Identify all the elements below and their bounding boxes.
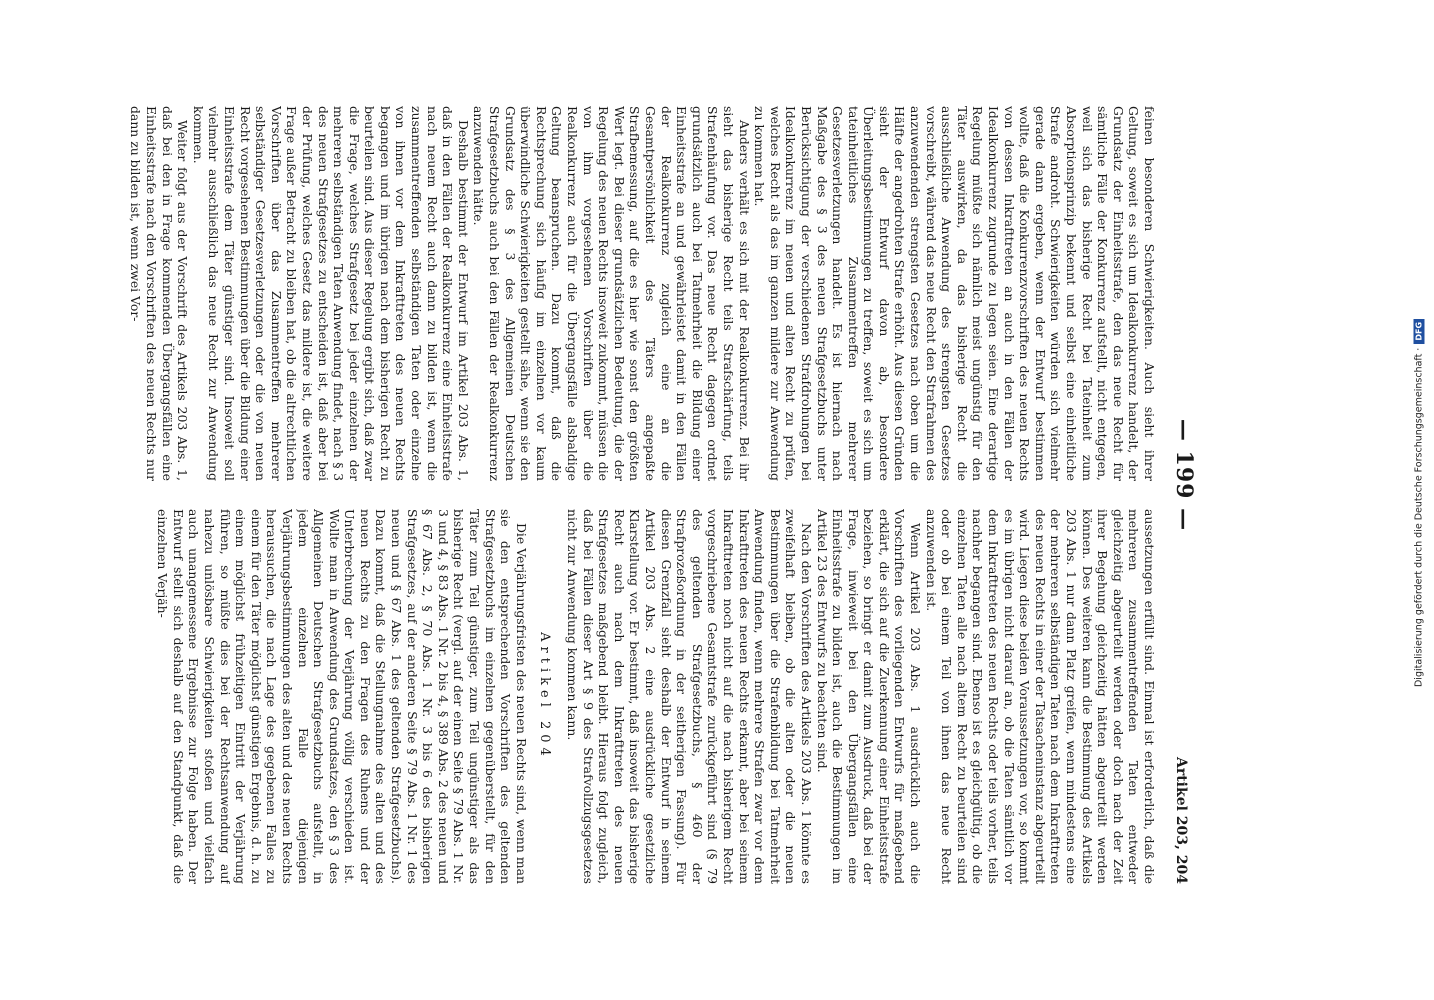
paragraph: Weiter folgt aus der Vorschrift des Artikels 203 Abs. 1, daß bei den in Frage kommenden Übergangsfällen eine Einheitsstrafe nach den Vorschriften des neuen Rechts nur dann zu bilden ist, wenn zwei Vor- xyxy=(128,106,191,481)
paragraph: Anders verhält es sich mit der Realkonkurrenz. Bei ihr sieht das bisherige Recht teils Strafschärfung, teils Strafenhäufung vor. Das neue Recht dagegen ordnet grundsätzlich auch bei Tatmehrheit die Bildung einer Einheitsstrafe an und gewährleistet damit in den Fällen der Realkonkurrenz zugleich eine an die Gesamtpersönlichkeit des Täters angepaßte Strafbemessung, auf die es hier wie sonst den größten Wert legt. Bei dieser grundsätzlichen Bedeutung, die der Regelung des neuen Rechts insoweit zukommt, müssen die von ihm vorgesehenen Vorschriften über die Realkonkurrenz auch für die Übergangsfälle alsbaldige Geltung beanspruchen. Dazu kommt, daß die Rechtsprechung sich häufig im einzelnen vor kaum überwindliche Schwierigkeiten gestellt sähe, wenn sie den Grundsatz des § 3 des Allgemeinen Deutschen Strafgesetzbuchs auch bei den Fällen der Realkonkurrenz anzuwenden hätte. xyxy=(471,106,752,481)
page-header xyxy=(1157,106,1197,884)
document-page xyxy=(0,80,1215,910)
paragraph: Deshalb bestimmt der Entwurf im Artikel 203 Abs. 1, daß in den Fällen der Realkonkurrenz eine Einheitsstrafe nach neuem Recht auch dann zu bilden ist, wenn die zusammentreffenden selbständigen Taten oder einzelne von ihnen vor dem Inkrafttreten des neuen Rechts begangen und im übrigen nach dem bisherigen Recht zu beurteilen sind. Aus dieser Regelung ergibt sich, daß zwar die Frage, welches Strafgesetz bei jeder einzelnen der mehreren selbständigen Taten Anwendung findet, nach § 3 des neuen Strafgesetzes zu entscheiden ist, daß aber bei der Prüfung, welches Gesetz das mildere ist, die weitere Frage außer Betracht zu bleiben hat, ob die altrechtlichen Vorschriften über das Zusammentreffen mehrerer selbständiger Gesetzesverletzungen oder die von neuen Recht vorgesehenen Bestimmungen über die Bildung einer Einheitsstrafe dem Täter günstiger sind. Insoweit soll vielmehr ausschließlich das neue Recht zur Anwendung kommen. xyxy=(190,106,471,481)
page-number: — 199 — xyxy=(1171,418,1197,532)
paragraph: aussetzungen erfüllt sind. Einmal ist erforderlich, daß die mehreren zusammentreffenden Taten entweder gleichzeitig abgeurteilt werden oder doch nach der Zeit ihrer Begehung gleichzeitig hätten abgeurteilt werden können. Des weiteren kann die Bestimmung des Artikels 203 Abs. 1 nur dann Platz greifen, wenn mindestens eine der mehreren selbständigen Taten nach dem Inkrafttreten des neuen Rechts in einer der Tatsacheninstanz abgeurteilt wird. Liegen diese beiden Voraussetzungen vor, so kommt es im übrigen nicht darauf an, ob die Taten sämtlich vor dem Inkrafttreten des neuen Rechts oder teils vorher, teils nachher begangen sind. Ebenso ist es gleichgültig, ob die einzelnen Taten alle nach altem Recht zu beurteilen sind oder ob bei einem Teil von ihnen das neue Recht anzuwenden ist. xyxy=(923,509,1157,884)
text-columns xyxy=(0,106,1157,884)
digitization-note xyxy=(1408,8,1430,998)
paragraph: Nach den Vorschriften des Artikels 203 Abs. 1 könnte es zweifelhaft bleiben, ob die alten oder die neuen Bestimmungen über die Strafenbildung bei Tatmehrheit Anwendung finden, wenn mehrere Strafen zwar vor dem Inkrafttreten des neuen Rechts erkannt, aber bei seinem Inkrafttreten noch nicht auf die nach bisherigem Recht vorgeschriebene Gesamtstrafe zurückgeführt sind (§ 79 des geltenden Strafgesetzbuchs, § 460 der Strafprozeßordnung in der seitherigen Fassung). Für diesen Grenzfall sieht deshalb der Entwurf in seinem Artikel 203 Abs. 2 eine ausdrückliche gesetzliche Klarstellung vor. Er bestimmt, daß insoweit das bisherige Recht auch nach dem Inkrafttreten des neuen Strafgesetzes maßgebend bleibt. Hieraus folgt zugleich, daß bei Fällen dieser Art § 9 des Strafvollzugsgesetzes nicht zur Anwendung kommen kann. xyxy=(565,509,814,884)
digitization-note-text: Digitalisierung gefördert durch die Deutsche Forschungsgemeinschaft · xyxy=(1413,347,1425,688)
left-column xyxy=(0,106,1157,481)
right-column xyxy=(0,509,1157,884)
article-heading: Artikel 204 xyxy=(537,632,553,761)
paragraph: Die Verjährungsfristen des neuen Rechts sind, wenn man sie den entsprechenden Vorschriften des geltenden Strafgesetzbuchs im einzelnen gegenüberstellt, für den Täter zum Teil günstiger, zum Teil ungünstiger als das bisherige Recht (vergl. auf der einen Seite § 79 Abs. 1 Nr. 3 und 4, § 83 Abs. 1 Nr. 2 bis 4, § 389 Abs. 2 des neuen und § 67 Abs. 2, § 70 Abs. 1 Nr. 3 bis 6 des bisherigen Strafgesetzes, auf der anderen Seite § 79 Abs. 1 Nr. 1 des neuen und § 67 Abs. 1 des geltenden Strafgesetzbuchs). Dazu kommt, daß die Stellungnahme des alten und des neuen Rechts zu den Fragen des Ruhens und der Unterbrechung der Verjährung völlig verschieden ist. Wollte man in Anwendung des Grundsatzes, den § 3 des Allgemeinen Deutschen Strafgesetzbuchs aufstellt, in jedem einzelnen Falle diejenigen Verjährungsbestimmungen des alten und des neuen Rechts heraussuchen, die nach Lage des gegebenen Falles zu einem für den Täter möglichst günstigen Ergebnis, d. h. zu einem möglichst frühzeitigen Eintritt der Verjährung führen, so müßte dies bei der Rechtsanwendung auf nahezu unlösbare Schwierigkeiten stoßen und vielfach auch unangemessene Ergebnisse zur Folge haben. Der Entwurf stellt sich deshalb auf den Standpunkt, daß die einzelnen Verjäh- xyxy=(155,509,529,884)
paragraph: Wenn Artikel 203 Abs. 1 ausdrücklich auch die Vorschriften des vorliegenden Entwurfs für maßgebend erklärt, die sich auf die Zuerkennung einer Einheitsstrafe beziehen, so bringt er damit zum Ausdruck, daß bei der Frage, inwieweit bei den Übergangsfällen eine Einheitsstrafe zu bilden ist, auch die Bestimmungen im Artikel 23 des Entwurfs zu beachten sind. xyxy=(814,509,924,884)
running-head: Artikel 203, 204 xyxy=(1173,756,1189,884)
paragraph: feinen besonderen Schwierigkeiten. Auch sieht ihrer Geltung, soweit es sich um Idealkonkurrenz handelt, der Grundsatz der Einheitsstrafe, den das neue Recht für sämtliche Fälle der Konkurrenz aufstellt, nicht entgegen, weil sich das bisherige Recht bei Tateinheit zum Absorptionsprinzip bekennt und selbst eine einheitliche Strafe androht. Schwierigkeiten würden sich vielmehr gerade dann ergeben, wenn der Entwurf bestimmen wollte, daß die Konkurrenzvorschriften des neuen Rechts von dessen Inkrafttreten an auch in den Fällen der Idealkonkurrenz zugrunde zu legen seien. Eine derartige Regelung müßte sich nämlich meist ungünstig für den Täter auswirken, da das bisherige Recht die ausschließliche Anwendung des strengsten Gesetzes vorschreibt, während das neue Recht den Strafrahmen des anzuwendenden strengsten Gesetzes nach oben um die Hälfte der angedrohten Strafe erhöht. Aus diesen Gründen sieht der Entwurf davon ab, besondere Überleitungsbestimmungen zu treffen, soweit es sich um tateinheitliches Zusammentreffen mehrerer Gesetzesverletzungen handelt. Es ist hiernach nach Maßgabe des § 3 des neuen Strafgesetzbuchs unter Berücksichtigung der verschiedenen Strafdrohungen bei Idealkonkurrenz im neuen und alten Recht zu prüfen, welches Recht als das im ganzen mildere zur Anwendung zu kommen hat. xyxy=(752,106,1157,481)
dfg-logo: DFG xyxy=(1414,319,1425,344)
